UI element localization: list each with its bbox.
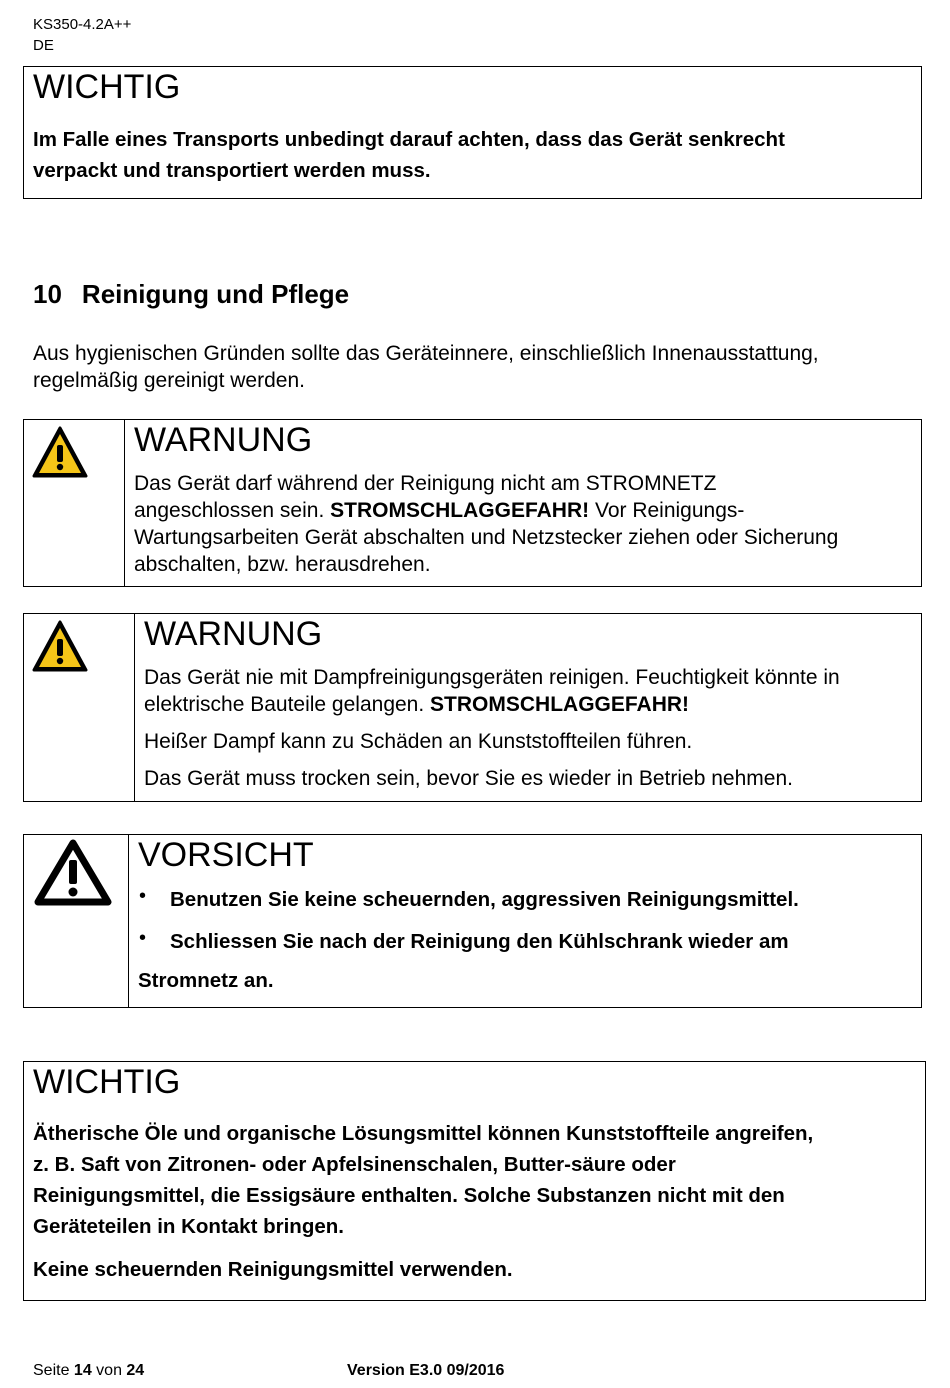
- notice-line: z. B. Saft von Zitronen- oder Apfelsinenschalen, Butter-säure oder: [33, 1153, 676, 1176]
- warning-line-part: angeschlossen sein.: [134, 499, 331, 522]
- intro-line: regelmäßig gereinigt werden.: [33, 369, 305, 392]
- section-heading: [33, 278, 349, 310]
- caution-box: [23, 834, 922, 1008]
- page-of: von: [91, 1362, 127, 1379]
- warning-line-part: Vor Reinigungs-: [589, 499, 745, 522]
- warning-text: [134, 470, 838, 578]
- warning-title: WARNUNG: [134, 421, 313, 459]
- caution-item: Schliessen Sie nach der Reinigung den Kühlschrank wieder am: [170, 930, 789, 953]
- warning-line-part: elektrische Bauteile gelangen.: [144, 693, 431, 716]
- notice-line: Im Falle eines Transports unbedingt darauf achten, dass das Gerät senkrecht: [33, 128, 785, 151]
- caution-title: VORSICHT: [138, 836, 314, 874]
- notice-title: WICHTIG: [33, 1063, 181, 1101]
- page-number: [33, 1362, 144, 1380]
- warning-line: Das Gerät nie mit Dampfreinigungsgeräten reinigen. Feuchtigkeit könnte in: [144, 666, 840, 689]
- notice-line: Ätherische Öle und organische Lösungsmittel können Kunststoffteile angreifen,: [33, 1122, 814, 1145]
- notice-text: [33, 1118, 813, 1285]
- shock-hazard-label: STROMSCHLAGGEFAHR!: [430, 693, 690, 716]
- notice-line: Keine scheuernden Reinigungsmittel verwenden.: [33, 1258, 513, 1281]
- bullet-dot: •: [139, 885, 147, 907]
- section-number: 10: [33, 279, 62, 309]
- warning-text: [144, 664, 840, 792]
- page-current: 14: [73, 1362, 92, 1379]
- notice-line: verpackt und transportiert werden muss.: [33, 159, 431, 182]
- warning-line: abschalten, bzw. herausdrehen.: [134, 553, 431, 576]
- warning-line: Wartungsarbeiten Gerät abschalten und Netzstecker ziehen oder Sicherung: [134, 526, 839, 549]
- warning-line: Das Gerät muss trocken sein, bevor Sie es wieder in Betrieb nehmen.: [144, 767, 793, 790]
- caution-item: Benutzen Sie keine scheuernden, aggressiven Reinigungsmittel.: [170, 888, 799, 911]
- intro-line: Aus hygienischen Gründen sollte das Geräteinnere, einschließlich Innenausstattung,: [33, 342, 819, 365]
- important-notice-transport: [23, 66, 922, 199]
- warning-title: WARNUNG: [144, 615, 323, 653]
- important-notice-solvents: [23, 1061, 926, 1301]
- notice-text: [33, 124, 785, 186]
- bullet-dot: •: [139, 927, 147, 949]
- warning-triangle-icon: [31, 425, 89, 481]
- warning-line: Das Gerät darf während der Reinigung nicht am STROMNETZ: [134, 472, 717, 495]
- document-language: DE: [33, 37, 54, 54]
- notice-title: WICHTIG: [33, 68, 181, 106]
- section-intro: [33, 340, 819, 394]
- document-version: Version E3.0 09/2016: [347, 1362, 505, 1379]
- warning-line: Heißer Dampf kann zu Schäden an Kunststoffteilen führen.: [144, 730, 693, 753]
- warning-line: [144, 691, 840, 718]
- notice-line: Reinigungsmittel, die Essigsäure enthalten. Solche Substanzen nicht mit den: [33, 1184, 785, 1207]
- caution-triangle-icon: [33, 838, 113, 908]
- document-model: KS350-4.2A++: [33, 16, 132, 33]
- warning-triangle-icon: [31, 619, 89, 675]
- warning-box-power: [23, 419, 922, 587]
- caution-item-continuation: Stromnetz an.: [138, 969, 274, 992]
- page-total: 24: [126, 1362, 145, 1379]
- page-label: Seite: [33, 1362, 74, 1379]
- notice-line: Geräteteilen in Kontakt bringen.: [33, 1215, 344, 1238]
- shock-hazard-label: STROMSCHLAGGEFAHR!: [330, 499, 590, 522]
- section-title: Reinigung und Pflege: [81, 279, 350, 309]
- warning-box-steam: [23, 613, 922, 802]
- warning-line: [134, 497, 838, 524]
